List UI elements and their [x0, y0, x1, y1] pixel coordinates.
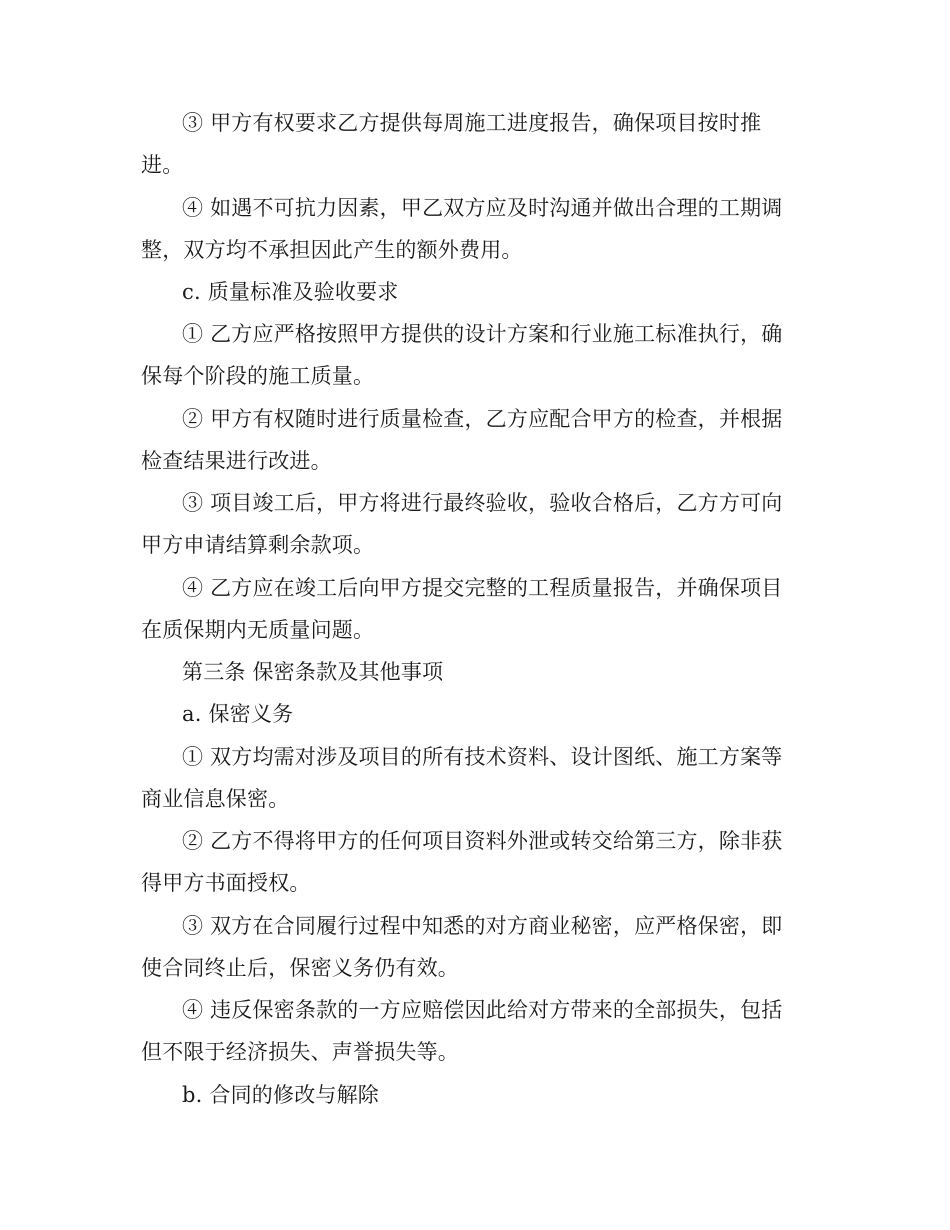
text-line: ④ 违反保密条款的一方应赔偿因此给对方带来的全部损失，包括	[182, 998, 783, 1022]
text-line: ③ 项目竣工后，甲方将进行最终验收，验收合格后，乙方方可向	[182, 491, 783, 515]
text-line: ④ 如遇不可抗力因素，甲乙双方应及时沟通并做出合理的工期调	[182, 196, 783, 220]
text-line: 进。	[141, 153, 184, 177]
text-line: 得甲方书面授权。	[141, 871, 311, 895]
text-line: 甲方申请结算剩余款项。	[141, 533, 375, 557]
text-line: 检查结果进行改进。	[141, 449, 332, 473]
text-line: ① 双方均需对涉及项目的所有技术资料、设计图纸、施工方案等	[182, 745, 783, 769]
text-line: ② 乙方不得将甲方的任何项目资料外泄或转交给第三方，除非获	[182, 829, 783, 853]
text-line: 商业信息保密。	[141, 787, 290, 811]
text-line: ③ 甲方有权要求乙方提供每周施工进度报告，确保项目按时推	[182, 111, 762, 135]
text-line: 在质保期内无质量问题。	[141, 618, 375, 642]
article-heading: 第三条 保密条款及其他事项	[182, 660, 444, 684]
section-heading: b. 合同的修改与解除	[182, 1083, 379, 1107]
text-line: ③ 双方在合同履行过程中知悉的对方商业秘密，应严格保密，即	[182, 914, 783, 938]
text-line: 使合同终止后，保密义务仍有效。	[141, 956, 459, 980]
text-line: ① 乙方应严格按照甲方提供的设计方案和行业施工标准执行，确	[182, 322, 783, 346]
text-line: ② 甲方有权随时进行质量检查，乙方应配合甲方的检查，并根据	[182, 407, 783, 431]
text-line: 但不限于经济损失、声誉损失等。	[141, 1040, 459, 1064]
section-heading: c. 质量标准及验收要求	[182, 280, 399, 304]
text-line: ④ 乙方应在竣工后向甲方提交完整的工程质量报告，并确保项目	[182, 576, 783, 600]
section-heading: a. 保密义务	[182, 702, 294, 726]
text-line: 保每个阶段的施工质量。	[141, 364, 375, 388]
text-line: 整，双方均不承担因此产生的额外费用。	[141, 238, 523, 262]
